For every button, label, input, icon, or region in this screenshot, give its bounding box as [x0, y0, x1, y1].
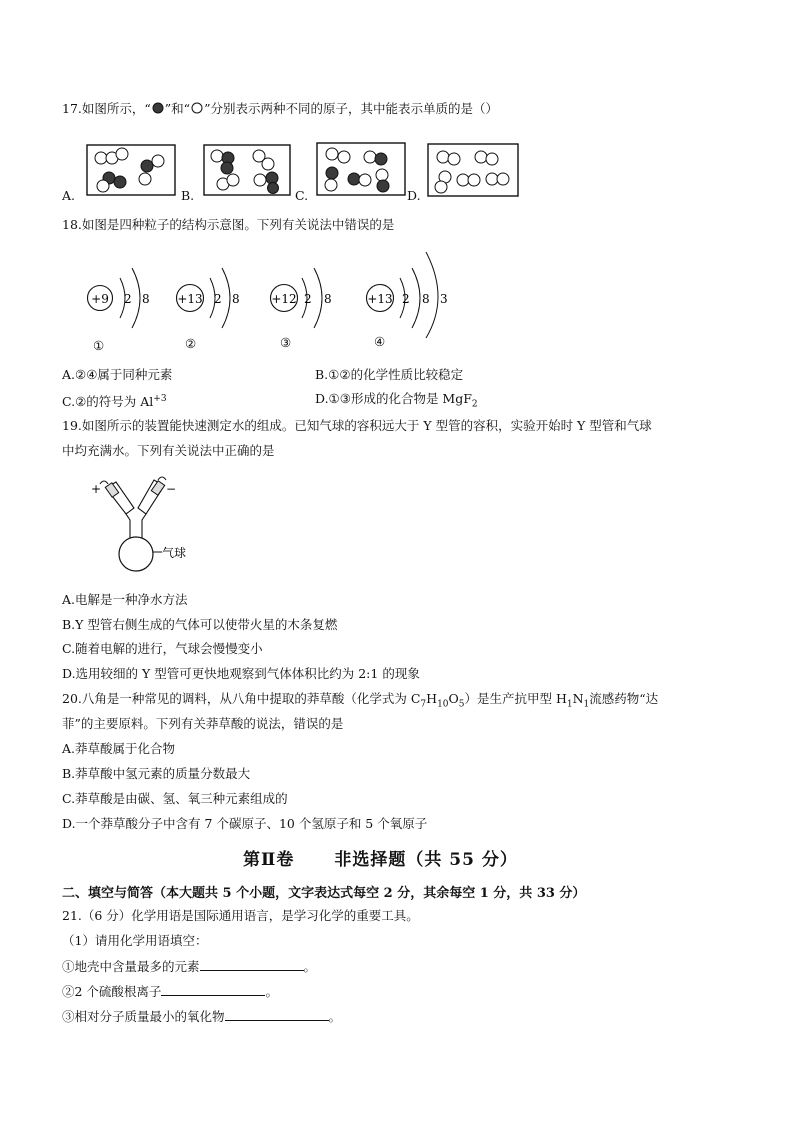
q18-particle-1	[84, 262, 166, 338]
q20-option-b: B.莽草酸中氢元素的质量分数最大	[62, 766, 251, 781]
q17-option-c-label: C.	[295, 188, 309, 203]
q18-p3-shell-2: 8	[324, 292, 332, 306]
q18-option-a: A.②④属于同种元素	[62, 367, 173, 382]
q19-apparatus-figure	[86, 474, 206, 586]
q18-p1-label: ①	[93, 338, 105, 353]
q18-p2-shell-2: 8	[232, 292, 240, 306]
q19-minus-sign: −	[166, 482, 177, 496]
q17-stem: 17.如图所示，“ ”和“ ”分别表示两种不同的原子，其中能表示单质的是（）	[62, 101, 498, 116]
light-atom-icon	[190, 102, 204, 114]
q18-p3-shell-1: 2	[304, 292, 312, 306]
q19-option-c: C.随着电解的进行，气球会慢慢变小	[62, 641, 263, 656]
section-2-title: 第Ⅱ卷 非选择题（共 55 分）	[243, 850, 518, 870]
q19-option-a: A.电解是一种净水方法	[62, 592, 188, 607]
q18-p3-nucleus: +12	[271, 292, 297, 306]
q19-plus-sign: +	[91, 482, 102, 496]
q21-blank-3[interactable]	[225, 1008, 329, 1021]
q20-option-d: D.一个莽草酸分子中含有 7 个碳原子、10 个氢原子和 5 个氧原子	[62, 816, 428, 831]
q18-p4-shell-1: 2	[402, 292, 410, 306]
q18-p1-shell-1: 2	[124, 292, 132, 306]
q19-stem-line2: 中均充满水。下列有关说法中正确的是	[62, 443, 275, 458]
q20-option-a: A.莽草酸属于化合物	[62, 741, 176, 756]
q18-p1-shell-2: 8	[142, 292, 150, 306]
q17-option-d-label: D.	[407, 188, 421, 203]
q21-blank-1[interactable]	[200, 958, 304, 971]
q18-p4-shell-3: 3	[440, 292, 448, 306]
section-2-subtitle: 二、填空与简答（本大题共 5 个小题，文字表达式每空 2 分，其余每空 1 分，共 33 分）	[62, 886, 586, 901]
q19-balloon-label: 气球	[162, 546, 187, 560]
q18-stem: 18.如图是四种粒子的结构示意图。下列有关说法中错误的是	[62, 217, 395, 232]
q21-item-1: ①地壳中含量最多的元素 。	[62, 959, 317, 974]
q18-p4-label: ④	[374, 334, 386, 349]
dark-atom-icon	[151, 102, 165, 114]
q17-option-c-figure	[316, 142, 406, 196]
q18-p1-nucleus: +9	[91, 292, 109, 306]
q18-p2-shell-1: 2	[214, 292, 222, 306]
q19-option-b: B.Y 型管右侧生成的气体可以使带火星的木条复燃	[62, 617, 338, 632]
q21-part-1: （1）请用化学用语填空：	[62, 933, 208, 948]
q20-stem-line2: 菲”的主要原料。下列有关莽草酸的说法，错误的是	[62, 716, 344, 731]
q18-option-c: C.②的符号为 $Al^{+3}$	[62, 394, 167, 410]
q17-option-b-label: B.	[181, 188, 195, 203]
q18-p4-nucleus: +13	[367, 292, 393, 306]
q21-item-2: ②2 个硫酸根离子 。	[62, 984, 278, 999]
q17-option-a-figure	[86, 144, 176, 196]
q18-p2-label: ②	[185, 336, 197, 351]
q18-particle-4	[362, 246, 458, 340]
q21-stem: 21.（6 分）化学用语是国际通用语言，是学习化学的重要工具。	[62, 908, 419, 923]
q21-blank-2[interactable]	[161, 983, 265, 996]
q21-item-3: ③相对分子质量最小的氧化物 。	[62, 1009, 342, 1024]
q17-option-a-label: A.	[62, 188, 76, 203]
q17-option-b-figure	[203, 144, 291, 196]
q19-option-d: D.选用较细的 Y 型管可更快地观察到气体体积比约为 2:1 的现象	[62, 666, 420, 681]
q18-option-b: B.①②的化学性质比较稳定	[315, 367, 464, 382]
q18-p2-nucleus: +13	[177, 292, 203, 306]
q20-stem-line1: 20.八角是一种常见的调料，从八角中提取的莽草酸（化学式为 $C_7H_{10}O_5$）是生产抗甲型 $H_1N_1$流感药物“达	[62, 691, 659, 710]
q18-p3-label: ③	[280, 335, 292, 350]
q18-option-d: D.①③形成的化合物是 MgF$_2$	[315, 391, 478, 410]
q19-stem-line1: 19.如图所示的装置能快速测定水的组成。已知气球的容积远大于 Y 型管的容积，实验开始时 Y 型管和气球	[62, 418, 652, 433]
q17-option-d-figure	[427, 143, 519, 197]
q18-p4-shell-2: 8	[422, 292, 430, 306]
q18-particle-2	[172, 262, 254, 338]
q18-particle-3	[266, 262, 348, 338]
q20-option-c: C.莽草酸是由碳、氢、氧三种元素组成的	[62, 791, 288, 806]
